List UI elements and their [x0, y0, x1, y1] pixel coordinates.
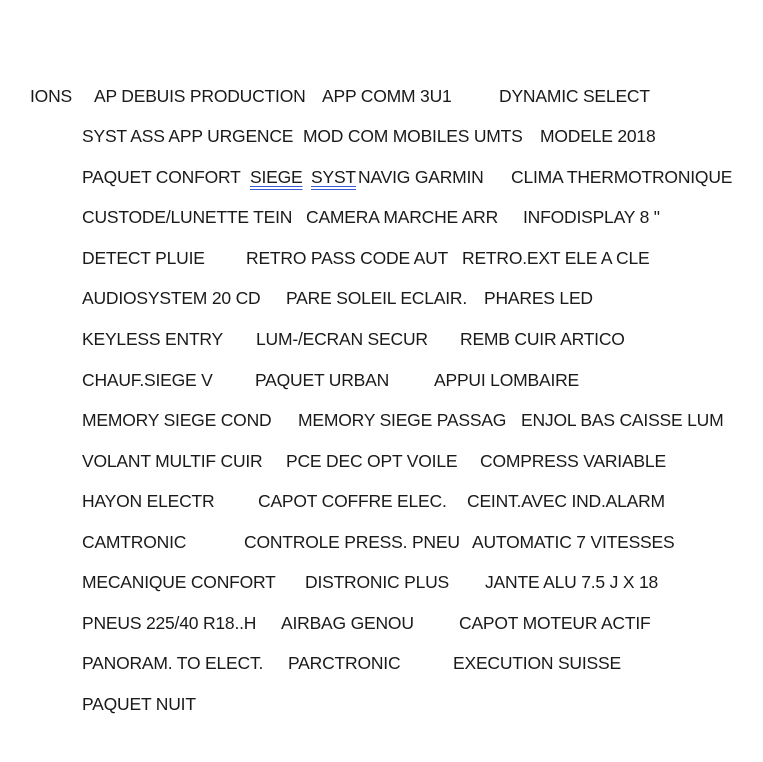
option-line: [82, 202, 762, 232]
option-item: REMB CUIR ARTICO: [460, 329, 625, 349]
option-item: EXECUTION SUISSE: [453, 653, 621, 673]
option-line: [82, 162, 762, 192]
option-item: DETECT PLUIE: [82, 248, 205, 268]
option-item: CHAUF.SIEGE V: [82, 370, 213, 390]
option-item: JANTE ALU 7.5 J X 18: [485, 572, 659, 592]
option-item: HAYON ELECTR: [82, 491, 215, 511]
option-item: PAQUET URBAN: [255, 370, 390, 390]
option-line: [82, 567, 762, 597]
option-item: PNEUS 225/40 R18..H: [82, 613, 257, 633]
option-item: RETRO PASS CODE AUT: [246, 248, 449, 268]
option-line: [82, 283, 762, 313]
option-item: DYNAMIC SELECT: [499, 86, 650, 106]
option-item: NAVIG GARMIN: [358, 167, 484, 187]
option-item: PARCTRONIC: [288, 653, 401, 673]
spellcheck-word: SIEGE: [250, 167, 303, 187]
option-item: APP COMM 3U1: [322, 86, 452, 106]
option-line: [82, 243, 762, 273]
option-item: PAQUET NUIT: [82, 694, 196, 714]
option-line: [82, 689, 762, 719]
option-item: MEMORY SIEGE COND: [82, 410, 272, 430]
option-line: [82, 324, 762, 354]
option-item: MODELE 2018: [540, 126, 656, 146]
option-item: SYST ASS APP URGENCE: [82, 126, 294, 146]
option-item: RETRO.EXT ELE A CLE: [462, 248, 650, 268]
option-item: CEINT.AVEC IND.ALARM: [467, 491, 665, 511]
option-item: MOD COM MOBILES UMTS: [303, 126, 523, 146]
option-item: CONTROLE PRESS. PNEU: [244, 532, 460, 552]
option-item: PHARES LED: [484, 288, 593, 308]
option-item: COMPRESS VARIABLE: [480, 451, 666, 471]
option-line: [82, 405, 762, 435]
option-item: CAMERA MARCHE ARR: [306, 207, 499, 227]
option-item: PCE DEC OPT VOILE: [286, 451, 458, 471]
option-line: [82, 365, 762, 395]
option-item: CUSTODE/LUNETTE TEIN: [82, 207, 293, 227]
option-item: CAPOT MOTEUR ACTIF: [459, 613, 651, 633]
option-item: MEMORY SIEGE PASSAG: [298, 410, 507, 430]
option-line: [82, 121, 762, 151]
option-item: APPUI LOMBAIRE: [434, 370, 580, 390]
option-item: MECANIQUE CONFORT: [82, 572, 276, 592]
option-item: KEYLESS ENTRY: [82, 329, 224, 349]
option-item: INFODISPLAY 8 ": [523, 207, 660, 227]
option-line: [82, 446, 762, 476]
option-item: VOLANT MULTIF CUIR: [82, 451, 263, 471]
option-line: [82, 648, 762, 678]
option-item: CLIMA THERMOTRONIQUE: [511, 167, 733, 187]
option-line: [82, 527, 762, 557]
option-item: CAPOT COFFRE ELEC.: [258, 491, 447, 511]
option-item: IONS: [30, 86, 72, 106]
option-item: AIRBAG GENOU: [281, 613, 414, 633]
option-item: ENJOL BAS CAISSE LUM: [521, 410, 724, 430]
option-item: AUTOMATIC 7 VITESSES: [472, 532, 675, 552]
option-item: PARE SOLEIL ECLAIR.: [286, 288, 467, 308]
option-item: CAMTRONIC: [82, 532, 187, 552]
option-item: AP DEBUIS PRODUCTION: [94, 86, 306, 106]
option-line: [82, 608, 762, 638]
option-item: PAQUET CONFORT: [82, 167, 241, 187]
option-item: PANORAM. TO ELECT.: [82, 653, 264, 673]
spellcheck-word: SYST: [311, 167, 356, 187]
option-item: DISTRONIC PLUS: [305, 572, 450, 592]
option-line: [82, 486, 762, 516]
option-line: [0, 81, 763, 111]
option-item: AUDIOSYSTEM 20 CD: [82, 288, 261, 308]
option-item: LUM-/ECRAN SECUR: [256, 329, 428, 349]
